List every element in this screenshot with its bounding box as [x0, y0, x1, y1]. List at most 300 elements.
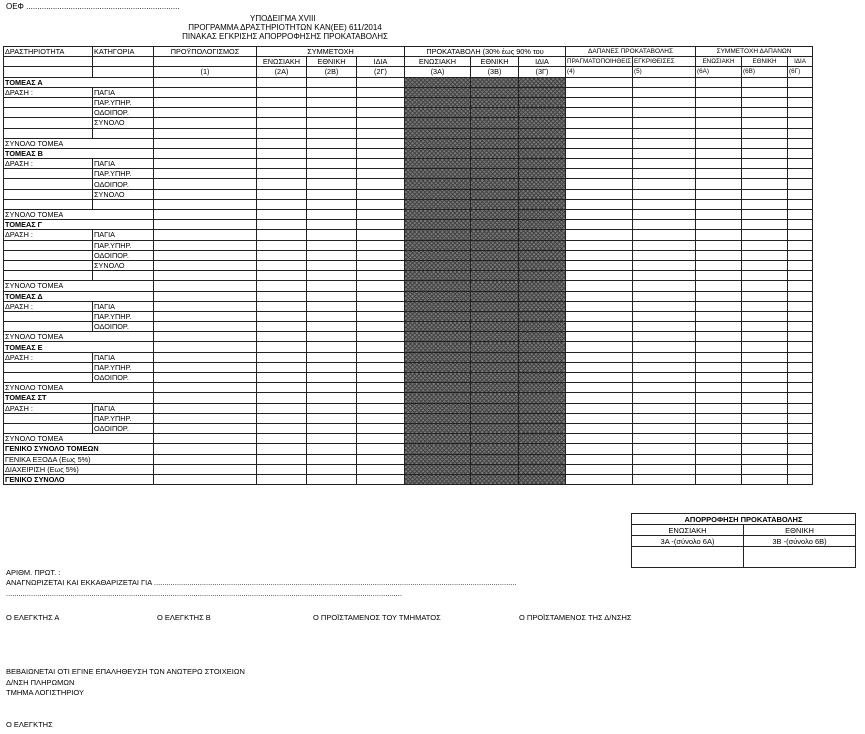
value-cell[interactable] — [357, 128, 405, 138]
value-cell[interactable] — [742, 108, 788, 118]
value-cell[interactable] — [471, 332, 519, 342]
value-cell[interactable] — [566, 199, 633, 209]
value-cell[interactable] — [257, 403, 307, 413]
value-cell[interactable] — [566, 352, 633, 362]
value-cell[interactable] — [307, 281, 357, 291]
value-cell[interactable] — [307, 291, 357, 301]
value-cell[interactable] — [742, 189, 788, 199]
value-cell[interactable] — [357, 413, 405, 423]
value-cell[interactable] — [307, 240, 357, 250]
value-cell[interactable] — [405, 291, 471, 301]
value-cell[interactable] — [257, 210, 307, 220]
value-cell[interactable] — [154, 311, 257, 321]
value-cell[interactable] — [307, 301, 357, 311]
value-cell[interactable] — [257, 87, 307, 97]
value-cell[interactable] — [519, 210, 566, 220]
value-cell[interactable] — [471, 220, 519, 230]
value-cell[interactable] — [154, 322, 257, 332]
value-cell[interactable] — [742, 271, 788, 281]
value-cell[interactable] — [257, 179, 307, 189]
value-cell[interactable] — [154, 250, 257, 260]
value-cell[interactable] — [566, 281, 633, 291]
value-cell[interactable] — [405, 444, 471, 454]
value-cell[interactable] — [519, 189, 566, 199]
value-cell[interactable] — [788, 148, 813, 158]
value-cell[interactable] — [633, 383, 696, 393]
value-cell[interactable] — [742, 148, 788, 158]
value-cell[interactable] — [696, 128, 742, 138]
value-cell[interactable] — [257, 373, 307, 383]
value-cell[interactable] — [519, 434, 566, 444]
value-cell[interactable] — [566, 230, 633, 240]
value-cell[interactable] — [566, 118, 633, 128]
value-cell[interactable] — [357, 362, 405, 372]
value-cell[interactable] — [566, 97, 633, 107]
value-cell[interactable] — [471, 464, 519, 474]
value-cell[interactable] — [154, 189, 257, 199]
value-cell[interactable] — [154, 138, 257, 148]
value-cell[interactable] — [257, 230, 307, 240]
value-cell[interactable] — [633, 332, 696, 342]
value-cell[interactable] — [742, 301, 788, 311]
value-cell[interactable] — [696, 373, 742, 383]
value-cell[interactable] — [405, 189, 471, 199]
value-cell[interactable] — [307, 77, 357, 87]
value-cell[interactable] — [471, 230, 519, 240]
value-cell[interactable] — [566, 189, 633, 199]
value-cell[interactable] — [154, 210, 257, 220]
value-cell[interactable] — [696, 311, 742, 321]
value-cell[interactable] — [471, 240, 519, 250]
value-cell[interactable] — [566, 179, 633, 189]
value-cell[interactable] — [696, 230, 742, 240]
value-cell[interactable] — [357, 434, 405, 444]
value-cell[interactable] — [696, 240, 742, 250]
value-cell[interactable] — [405, 271, 471, 281]
value-cell[interactable] — [257, 260, 307, 270]
value-cell[interactable] — [357, 138, 405, 148]
value-cell[interactable] — [519, 118, 566, 128]
value-cell[interactable] — [471, 108, 519, 118]
value-cell[interactable] — [566, 240, 633, 250]
value-cell[interactable] — [357, 332, 405, 342]
value-cell[interactable] — [405, 260, 471, 270]
value-cell[interactable] — [471, 271, 519, 281]
value-cell[interactable] — [154, 128, 257, 138]
value-cell[interactable] — [742, 291, 788, 301]
value-cell[interactable] — [405, 352, 471, 362]
value-cell[interactable] — [357, 383, 405, 393]
value-cell[interactable] — [257, 423, 307, 433]
value-cell[interactable] — [307, 393, 357, 403]
value-cell[interactable] — [257, 464, 307, 474]
value-cell[interactable] — [788, 281, 813, 291]
value-cell[interactable] — [566, 423, 633, 433]
value-cell[interactable] — [633, 444, 696, 454]
value-cell[interactable] — [519, 230, 566, 240]
value-cell[interactable] — [696, 291, 742, 301]
value-cell[interactable] — [788, 444, 813, 454]
absorption-eu-value[interactable] — [632, 547, 744, 568]
value-cell[interactable] — [519, 148, 566, 158]
value-cell[interactable] — [154, 199, 257, 209]
value-cell[interactable] — [742, 179, 788, 189]
value-cell[interactable] — [471, 250, 519, 260]
value-cell[interactable] — [471, 118, 519, 128]
value-cell[interactable] — [633, 260, 696, 270]
value-cell[interactable] — [742, 240, 788, 250]
value-cell[interactable] — [519, 342, 566, 352]
value-cell[interactable] — [788, 332, 813, 342]
value-cell[interactable] — [257, 199, 307, 209]
value-cell[interactable] — [696, 87, 742, 97]
value-cell[interactable] — [696, 250, 742, 260]
value-cell[interactable] — [566, 332, 633, 342]
value-cell[interactable] — [357, 250, 405, 260]
value-cell[interactable] — [257, 342, 307, 352]
value-cell[interactable] — [788, 342, 813, 352]
value-cell[interactable] — [471, 373, 519, 383]
value-cell[interactable] — [405, 179, 471, 189]
value-cell[interactable] — [307, 108, 357, 118]
value-cell[interactable] — [357, 220, 405, 230]
value-cell[interactable] — [519, 311, 566, 321]
value-cell[interactable] — [788, 260, 813, 270]
value-cell[interactable] — [696, 260, 742, 270]
value-cell[interactable] — [307, 464, 357, 474]
value-cell[interactable] — [788, 87, 813, 97]
value-cell[interactable] — [154, 260, 257, 270]
value-cell[interactable] — [471, 291, 519, 301]
value-cell[interactable] — [742, 352, 788, 362]
value-cell[interactable] — [307, 383, 357, 393]
value-cell[interactable] — [566, 342, 633, 352]
value-cell[interactable] — [257, 434, 307, 444]
value-cell[interactable] — [357, 322, 405, 332]
value-cell[interactable] — [633, 77, 696, 87]
value-cell[interactable] — [405, 342, 471, 352]
value-cell[interactable] — [357, 230, 405, 240]
value-cell[interactable] — [257, 301, 307, 311]
value-cell[interactable] — [788, 383, 813, 393]
value-cell[interactable] — [633, 138, 696, 148]
value-cell[interactable] — [257, 291, 307, 301]
value-cell[interactable] — [633, 301, 696, 311]
value-cell[interactable] — [788, 393, 813, 403]
value-cell[interactable] — [357, 403, 405, 413]
value-cell[interactable] — [307, 189, 357, 199]
value-cell[interactable] — [696, 220, 742, 230]
value-cell[interactable] — [633, 464, 696, 474]
value-cell[interactable] — [519, 138, 566, 148]
value-cell[interactable] — [788, 373, 813, 383]
value-cell[interactable] — [471, 97, 519, 107]
value-cell[interactable] — [696, 444, 742, 454]
value-cell[interactable] — [696, 148, 742, 158]
value-cell[interactable] — [405, 423, 471, 433]
value-cell[interactable] — [154, 159, 257, 169]
value-cell[interactable] — [257, 271, 307, 281]
value-cell[interactable] — [307, 148, 357, 158]
value-cell[interactable] — [257, 352, 307, 362]
value-cell[interactable] — [566, 108, 633, 118]
value-cell[interactable] — [154, 77, 257, 87]
value-cell[interactable] — [307, 332, 357, 342]
value-cell[interactable] — [471, 281, 519, 291]
value-cell[interactable] — [154, 230, 257, 240]
value-cell[interactable] — [519, 362, 566, 372]
value-cell[interactable] — [257, 474, 307, 484]
value-cell[interactable] — [154, 332, 257, 342]
value-cell[interactable] — [471, 342, 519, 352]
value-cell[interactable] — [154, 373, 257, 383]
value-cell[interactable] — [696, 454, 742, 464]
value-cell[interactable] — [357, 352, 405, 362]
value-cell[interactable] — [633, 220, 696, 230]
value-cell[interactable] — [519, 464, 566, 474]
value-cell[interactable] — [519, 169, 566, 179]
value-cell[interactable] — [566, 260, 633, 270]
value-cell[interactable] — [257, 220, 307, 230]
value-cell[interactable] — [566, 373, 633, 383]
value-cell[interactable] — [519, 332, 566, 342]
value-cell[interactable] — [307, 474, 357, 484]
value-cell[interactable] — [742, 250, 788, 260]
value-cell[interactable] — [471, 87, 519, 97]
value-cell[interactable] — [154, 454, 257, 464]
value-cell[interactable] — [307, 260, 357, 270]
value-cell[interactable] — [307, 444, 357, 454]
value-cell[interactable] — [307, 220, 357, 230]
value-cell[interactable] — [519, 383, 566, 393]
value-cell[interactable] — [471, 444, 519, 454]
value-cell[interactable] — [742, 138, 788, 148]
value-cell[interactable] — [788, 230, 813, 240]
value-cell[interactable] — [257, 250, 307, 260]
value-cell[interactable] — [566, 148, 633, 158]
value-cell[interactable] — [633, 87, 696, 97]
value-cell[interactable] — [471, 454, 519, 464]
value-cell[interactable] — [357, 444, 405, 454]
value-cell[interactable] — [742, 311, 788, 321]
value-cell[interactable] — [633, 230, 696, 240]
value-cell[interactable] — [788, 118, 813, 128]
value-cell[interactable] — [307, 352, 357, 362]
value-cell[interactable] — [154, 148, 257, 158]
value-cell[interactable] — [742, 220, 788, 230]
value-cell[interactable] — [405, 311, 471, 321]
value-cell[interactable] — [633, 169, 696, 179]
value-cell[interactable] — [471, 128, 519, 138]
value-cell[interactable] — [405, 250, 471, 260]
value-cell[interactable] — [788, 108, 813, 118]
value-cell[interactable] — [788, 179, 813, 189]
value-cell[interactable] — [154, 281, 257, 291]
value-cell[interactable] — [788, 301, 813, 311]
value-cell[interactable] — [696, 189, 742, 199]
value-cell[interactable] — [566, 464, 633, 474]
value-cell[interactable] — [566, 138, 633, 148]
value-cell[interactable] — [471, 260, 519, 270]
value-cell[interactable] — [471, 474, 519, 484]
value-cell[interactable] — [633, 250, 696, 260]
value-cell[interactable] — [257, 97, 307, 107]
value-cell[interactable] — [633, 362, 696, 372]
value-cell[interactable] — [307, 97, 357, 107]
value-cell[interactable] — [307, 179, 357, 189]
value-cell[interactable] — [633, 373, 696, 383]
value-cell[interactable] — [405, 362, 471, 372]
value-cell[interactable] — [154, 271, 257, 281]
value-cell[interactable] — [471, 159, 519, 169]
value-cell[interactable] — [696, 199, 742, 209]
value-cell[interactable] — [633, 97, 696, 107]
value-cell[interactable] — [788, 464, 813, 474]
value-cell[interactable] — [405, 434, 471, 444]
value-cell[interactable] — [566, 393, 633, 403]
value-cell[interactable] — [257, 148, 307, 158]
value-cell[interactable] — [519, 352, 566, 362]
value-cell[interactable] — [154, 169, 257, 179]
value-cell[interactable] — [357, 118, 405, 128]
value-cell[interactable] — [154, 434, 257, 444]
value-cell[interactable] — [633, 179, 696, 189]
value-cell[interactable] — [307, 199, 357, 209]
value-cell[interactable] — [405, 97, 471, 107]
value-cell[interactable] — [307, 434, 357, 444]
value-cell[interactable] — [519, 301, 566, 311]
value-cell[interactable] — [519, 474, 566, 484]
value-cell[interactable] — [405, 230, 471, 240]
value-cell[interactable] — [742, 260, 788, 270]
value-cell[interactable] — [471, 179, 519, 189]
value-cell[interactable] — [788, 138, 813, 148]
value-cell[interactable] — [788, 291, 813, 301]
value-cell[interactable] — [405, 403, 471, 413]
value-cell[interactable] — [566, 301, 633, 311]
value-cell[interactable] — [257, 322, 307, 332]
value-cell[interactable] — [357, 179, 405, 189]
value-cell[interactable] — [519, 322, 566, 332]
value-cell[interactable] — [566, 362, 633, 372]
value-cell[interactable] — [154, 393, 257, 403]
value-cell[interactable] — [519, 413, 566, 423]
value-cell[interactable] — [633, 393, 696, 403]
value-cell[interactable] — [154, 403, 257, 413]
value-cell[interactable] — [257, 311, 307, 321]
value-cell[interactable] — [519, 87, 566, 97]
value-cell[interactable] — [696, 362, 742, 372]
value-cell[interactable] — [471, 301, 519, 311]
value-cell[interactable] — [742, 362, 788, 372]
value-cell[interactable] — [633, 342, 696, 352]
value-cell[interactable] — [519, 281, 566, 291]
value-cell[interactable] — [307, 169, 357, 179]
value-cell[interactable] — [357, 97, 405, 107]
value-cell[interactable] — [307, 87, 357, 97]
value-cell[interactable] — [357, 108, 405, 118]
value-cell[interactable] — [633, 199, 696, 209]
value-cell[interactable] — [307, 230, 357, 240]
value-cell[interactable] — [742, 383, 788, 393]
value-cell[interactable] — [307, 128, 357, 138]
value-cell[interactable] — [696, 464, 742, 474]
value-cell[interactable] — [742, 97, 788, 107]
value-cell[interactable] — [307, 342, 357, 352]
value-cell[interactable] — [471, 199, 519, 209]
value-cell[interactable] — [633, 118, 696, 128]
value-cell[interactable] — [519, 454, 566, 464]
value-cell[interactable] — [696, 169, 742, 179]
value-cell[interactable] — [633, 240, 696, 250]
value-cell[interactable] — [633, 210, 696, 220]
value-cell[interactable] — [788, 434, 813, 444]
value-cell[interactable] — [154, 464, 257, 474]
value-cell[interactable] — [405, 118, 471, 128]
value-cell[interactable] — [566, 403, 633, 413]
value-cell[interactable] — [257, 393, 307, 403]
value-cell[interactable] — [519, 260, 566, 270]
value-cell[interactable] — [742, 159, 788, 169]
value-cell[interactable] — [742, 199, 788, 209]
value-cell[interactable] — [696, 332, 742, 342]
value-cell[interactable] — [742, 423, 788, 433]
value-cell[interactable] — [788, 240, 813, 250]
value-cell[interactable] — [566, 311, 633, 321]
value-cell[interactable] — [633, 434, 696, 444]
value-cell[interactable] — [257, 413, 307, 423]
value-cell[interactable] — [357, 87, 405, 97]
value-cell[interactable] — [405, 128, 471, 138]
value-cell[interactable] — [696, 281, 742, 291]
value-cell[interactable] — [405, 210, 471, 220]
value-cell[interactable] — [696, 108, 742, 118]
value-cell[interactable] — [696, 322, 742, 332]
value-cell[interactable] — [405, 454, 471, 464]
value-cell[interactable] — [742, 434, 788, 444]
value-cell[interactable] — [307, 423, 357, 433]
value-cell[interactable] — [154, 118, 257, 128]
value-cell[interactable] — [154, 87, 257, 97]
value-cell[interactable] — [633, 148, 696, 158]
value-cell[interactable] — [471, 148, 519, 158]
value-cell[interactable] — [696, 271, 742, 281]
value-cell[interactable] — [257, 128, 307, 138]
value-cell[interactable] — [257, 108, 307, 118]
value-cell[interactable] — [742, 77, 788, 87]
value-cell[interactable] — [257, 159, 307, 169]
value-cell[interactable] — [788, 271, 813, 281]
value-cell[interactable] — [696, 393, 742, 403]
value-cell[interactable] — [566, 291, 633, 301]
value-cell[interactable] — [633, 108, 696, 118]
value-cell[interactable] — [307, 138, 357, 148]
value-cell[interactable] — [696, 352, 742, 362]
value-cell[interactable] — [405, 373, 471, 383]
value-cell[interactable] — [405, 393, 471, 403]
value-cell[interactable] — [519, 220, 566, 230]
value-cell[interactable] — [788, 362, 813, 372]
value-cell[interactable] — [566, 413, 633, 423]
value-cell[interactable] — [357, 189, 405, 199]
value-cell[interactable] — [742, 128, 788, 138]
value-cell[interactable] — [788, 403, 813, 413]
value-cell[interactable] — [742, 373, 788, 383]
value-cell[interactable] — [788, 352, 813, 362]
value-cell[interactable] — [788, 97, 813, 107]
value-cell[interactable] — [257, 281, 307, 291]
value-cell[interactable] — [257, 169, 307, 179]
